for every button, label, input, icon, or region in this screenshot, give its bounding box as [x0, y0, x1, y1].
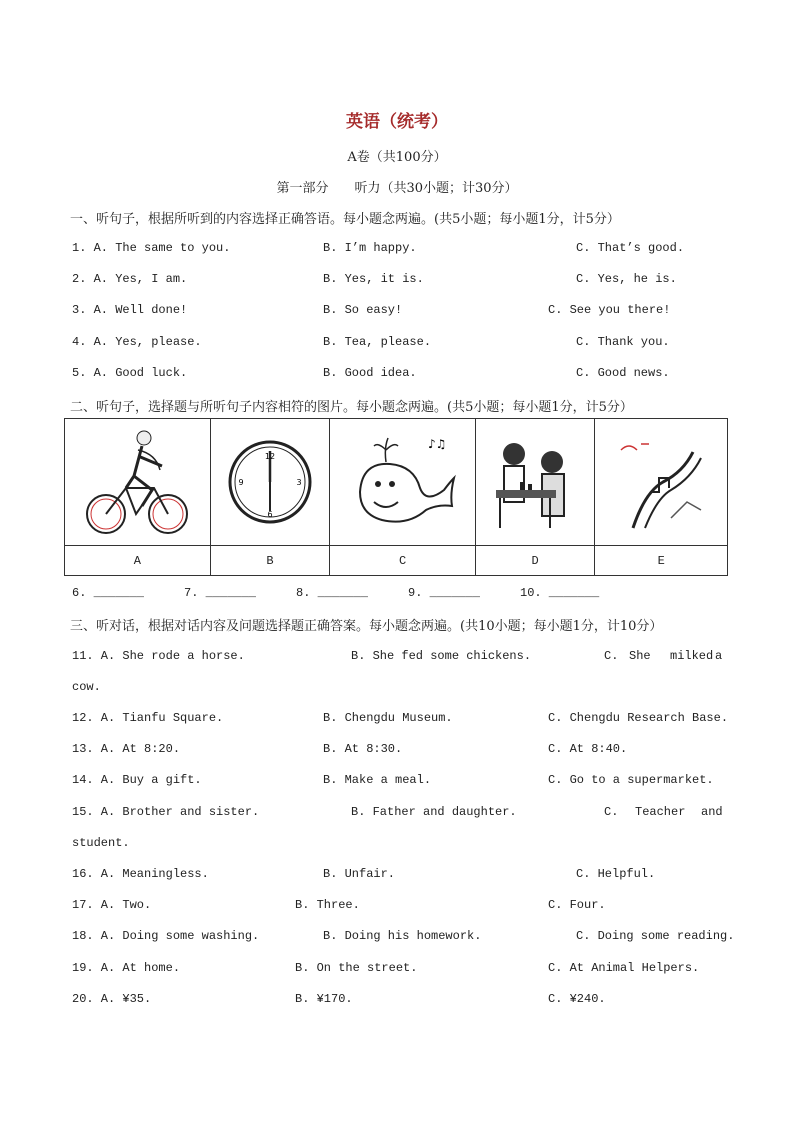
part1-heading: 第一部分 听力（共30小题；计30分）	[276, 181, 518, 196]
q12-option-a: 12. A. Tianfu Square.	[72, 711, 224, 725]
answer-blank-9[interactable]: 9. _______	[408, 586, 481, 600]
answer-blank-6[interactable]: 6. _______	[72, 586, 145, 600]
picture-label-d: D	[475, 546, 594, 576]
section3-heading: 三、听对话，根据对话内容及问题选择题正确答案。每小题念两遍。(共10小题；每小题1分，计10分）	[70, 619, 663, 634]
chess-players-icon	[490, 432, 580, 532]
answer-blank-7[interactable]: 7. _______	[184, 586, 257, 600]
q5-option-c: C. Good news.	[576, 366, 670, 380]
q18-option-b: B. Doing his homework.	[323, 929, 482, 943]
q4-option-a: 4. A. Yes, please.	[72, 335, 202, 349]
whale-icon	[348, 432, 458, 532]
q19-option-b: B. On the street.	[295, 961, 418, 975]
answer-blank-10[interactable]: 10. _______	[520, 586, 600, 600]
svg-text:3: 3	[296, 478, 302, 487]
q14-option-c: C. Go to a supermarket.	[548, 773, 714, 787]
q17-option-b: B. Three.	[295, 898, 360, 912]
q11-option-a: 11. A. She rode a horse.	[72, 649, 245, 663]
q13-option-b: B. At 8:30.	[323, 742, 403, 756]
q20-option-c: C. ¥240.	[548, 992, 606, 1006]
q17-option-a: 17. A. Two.	[72, 898, 152, 912]
q15-option-c-wrap: student.	[72, 836, 130, 850]
picture-label-b: B	[210, 546, 329, 576]
q20-option-b: B. ¥170.	[295, 992, 353, 1006]
picture-label-c: C	[330, 546, 476, 576]
cyclist-icon	[82, 426, 192, 538]
q19-option-a: 19. A. At home.	[72, 961, 181, 975]
q12-option-b: B. Chengdu Museum.	[323, 711, 453, 725]
section1-heading: 一、听句子，根据所听到的内容选择正确答语。每小题念两遍。(共5小题；每小题1分，计5分）	[70, 212, 620, 227]
q1-option-a: 1. A. The same to you.	[72, 241, 231, 255]
q15-option-c-word2: and	[701, 805, 723, 819]
section2-heading: 二、听句子，选择题与所听句子内容相符的图片。每小题念两遍。(共5小题；每小题1分，计5分）	[70, 400, 633, 415]
picture-cell-c	[330, 419, 476, 546]
picture-cell-b	[210, 419, 329, 546]
q2-option-a: 2. A. Yes, I am.	[72, 272, 188, 286]
q2-option-b: B. Yes, it is.	[323, 272, 424, 286]
q5-option-b: B. Good idea.	[323, 366, 417, 380]
answer-blank-8[interactable]: 8. _______	[296, 586, 369, 600]
q16-option-b: B. Unfair.	[323, 867, 396, 881]
picture-cell-a	[65, 419, 211, 546]
q11-option-b: B. She fed some chickens.	[351, 649, 532, 663]
picture-table	[64, 418, 728, 576]
q1-option-c: C. That’s good.	[576, 241, 685, 255]
great-wall-icon	[611, 432, 711, 532]
q13-option-a: 13. A. At 8:20.	[72, 742, 181, 756]
q15-option-c-word1: Teacher	[635, 805, 686, 819]
q4-option-c: C. Thank you.	[576, 335, 670, 349]
q11-option-c-word2: milked	[670, 649, 714, 663]
q14-option-b: B. Make a meal.	[323, 773, 432, 787]
picture-label-e: E	[595, 546, 728, 576]
q1-option-b: B. I’m happy.	[323, 241, 417, 255]
q11-option-c-word1: She	[629, 649, 651, 663]
q19-option-c: C. At Animal Helpers.	[548, 961, 700, 975]
q14-option-a: 14. A. Buy a gift.	[72, 773, 202, 787]
svg-text:♪♫: ♪♫	[427, 437, 446, 451]
paper-a-heading: A卷（共100分）	[347, 150, 447, 165]
q20-option-a: 20. A. ¥35.	[72, 992, 152, 1006]
picture-cell-e	[595, 419, 728, 546]
picture-label-a: A	[65, 546, 211, 576]
q17-option-c: C. Four.	[548, 898, 606, 912]
q16-option-a: 16. A. Meaningless.	[72, 867, 209, 881]
q18-option-a: 18. A. Doing some washing.	[72, 929, 260, 943]
q3-option-b: B. So easy!	[323, 303, 403, 317]
page-title: 英语（统考）	[346, 112, 448, 132]
q2-option-c: C. Yes, he is.	[576, 272, 677, 286]
q5-option-a: 5. A. Good luck.	[72, 366, 188, 380]
q11-option-c-word3: a	[715, 649, 723, 663]
svg-text:12: 12	[264, 452, 276, 461]
svg-text:9: 9	[238, 478, 244, 487]
q11-option-c-letter: C.	[604, 649, 619, 663]
q18-option-c: C. Doing some reading.	[576, 929, 735, 943]
picture-cell-d	[475, 419, 594, 546]
q11-option-c-wrap: cow.	[72, 680, 101, 694]
q3-option-c: C. See you there!	[548, 303, 671, 317]
q16-option-c: C. Helpful.	[576, 867, 656, 881]
q4-option-b: B. Tea, please.	[323, 335, 432, 349]
q15-option-a: 15. A. Brother and sister.	[72, 805, 260, 819]
q13-option-c: C. At 8:40.	[548, 742, 628, 756]
q12-option-c: C. Chengdu Research Base.	[548, 711, 729, 725]
svg-text:6: 6	[267, 510, 273, 519]
q15-option-c-letter: C.	[604, 805, 619, 819]
clock-icon	[225, 437, 315, 527]
q15-option-b: B. Father and daughter.	[351, 805, 517, 819]
q3-option-a: 3. A. Well done!	[72, 303, 188, 317]
